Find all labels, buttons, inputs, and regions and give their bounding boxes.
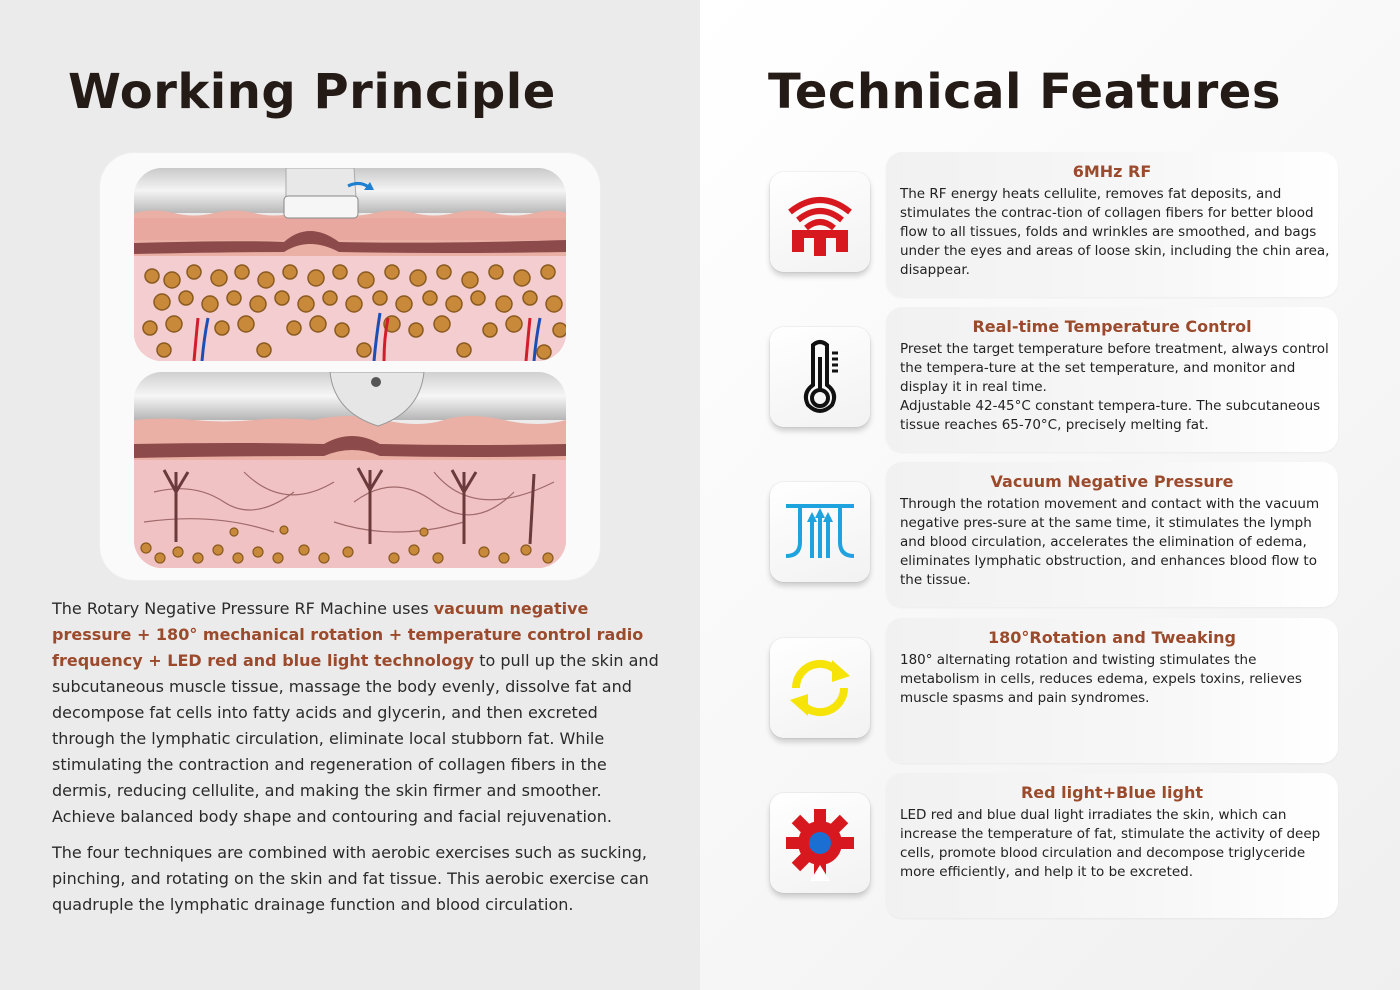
feature-card-rotation [886, 618, 1338, 763]
rotation-icon [770, 638, 870, 738]
feature-card-light [886, 773, 1338, 918]
working-principle-title: Working Principle [68, 64, 556, 120]
paragraph-1-highlight: vacuum negative pressure + 180° mechanical rotation + temperature control radio frequency + LED red and blue light technology [52, 599, 644, 670]
vacuum-arrows-icon [770, 482, 870, 582]
skin-illustration-after [134, 372, 566, 568]
feature-vacuum [768, 462, 1338, 607]
feature-card-vacuum [886, 462, 1338, 607]
working-principle-paragraph-2: The four techniques are combined with aerobic exercises such as sucking, pinching, and rotating on the skin and fat tissue. This aerobic exercise can quadruple the lymphatic drainage function and blood circulation. [52, 843, 649, 914]
feature-title: Real-time Temperature Control [972, 317, 1252, 336]
feature-text: 180° alternating rotation and twisting stimulates the metabolism in cells, reduces edema, expels toxins, relieves muscle spasms and pain syndromes. [900, 652, 1302, 706]
feature-light [768, 773, 1338, 918]
feature-title: 180°Rotation and Tweaking [987, 628, 1236, 647]
feature-text: Preset the target temperature before treatment, always control the tempera-ture at the set temperature, and monitor and display it in real time. Adjustable 42-45°C constant tempera-ture. The subcutaneous tissue reaches 65-70°C, precisely melting fat. [900, 341, 1329, 433]
feature-title: Red light+Blue light [1020, 783, 1203, 802]
feature-temperature [768, 307, 1338, 452]
feature-card-temperature [886, 307, 1338, 452]
working-principle-paragraph-1 [52, 596, 662, 830]
technical-features-title: Technical Features [768, 64, 1281, 120]
feature-rotation [768, 618, 1338, 763]
thermometer-icon [770, 327, 870, 427]
feature-text: LED red and blue dual light irradiates the skin, which can increase the temperature of fat, stimulate the activity of deep cells, promote blood circulation and decompose triglyceride more efficiently, and help it to be excreted. [900, 807, 1321, 880]
feature-title: Vacuum Negative Pressure [990, 472, 1234, 491]
feature-card-rf [886, 152, 1338, 297]
feature-text: Through the rotation movement and contact with the vacuum negative pres-sure at the same time, it stimulates the lymph and blood circulation, accelerates the elimination of edema, eliminates lymphatic obstruction, and enhances blood flow to the tissue. [900, 496, 1320, 588]
feature-title: 6MHz RF [1072, 162, 1152, 181]
paragraph-1-body: to pull up the skin and subcutaneous muscle tissue, massage the body evenly, dissolve fat and decompose fat cells into fatty acids and glycerin, and then excreted through the lymphatic circulation, eliminate local stubborn fat. While stimulating the contraction and regeneration of collagen fibers in the dermis, reducing cellulite, and making the skin firmer and smoother. Achieve balanced body shape and contouring and facial rejuvenation. [52, 651, 659, 826]
skin-illustration-before [134, 168, 566, 361]
paragraph-1-intro: The Rotary Negative Pressure RF Machine uses [52, 599, 434, 618]
feature-rf [768, 152, 1338, 297]
feature-text: The RF energy heats cellulite, removes fat deposits, and stimulates the contrac-tion of collagen fibers for better blood flow to all tissues, folds and wrinkles are smoothed, and bags under the eyes and areas of loose skin, including the chin area, disappear. [900, 186, 1330, 278]
rf-signal-icon [770, 172, 870, 272]
gear-light-icon [770, 793, 870, 893]
